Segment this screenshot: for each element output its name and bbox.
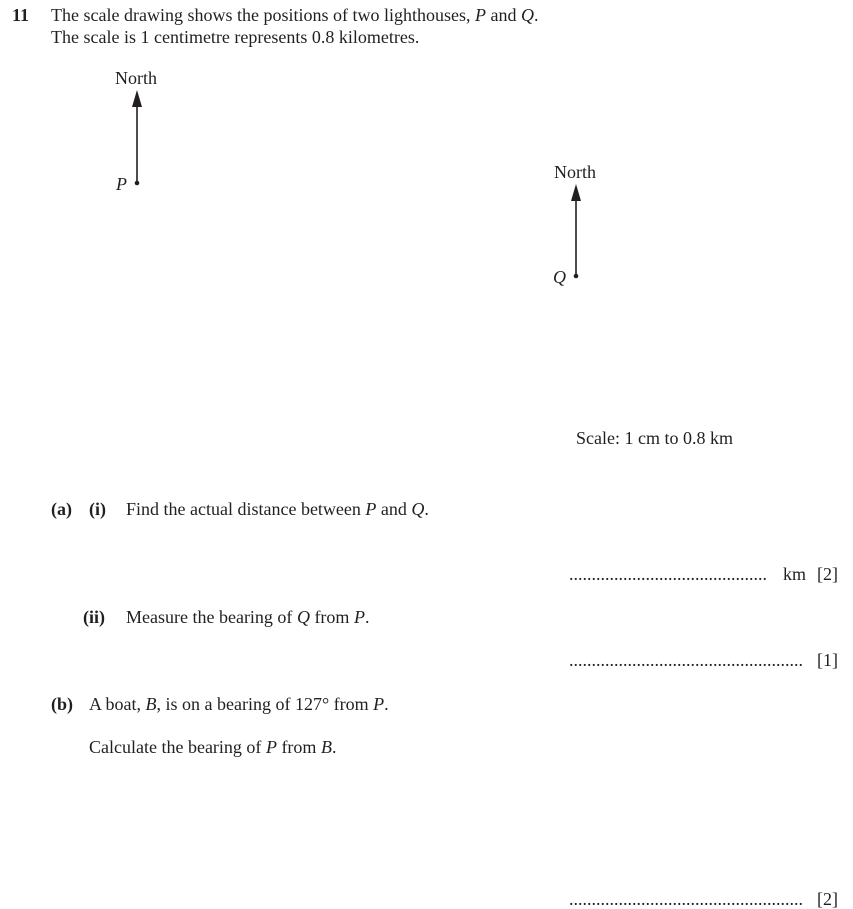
north-label-p: North [115,68,157,88]
a-ii-text-pre: Measure the bearing of [126,607,297,627]
a-i-and: and [376,499,412,519]
a-ii-point-p: P [353,607,365,627]
b-text1-boat: B [145,694,157,714]
point-label-p: P [116,174,127,194]
marks-a-ii: [1] [817,650,838,670]
b-text1-mid: , is on a bearing of 127° from [156,694,374,714]
question-intro-line2: The scale is 1 centimetre represents 0.8 kilometres. [51,27,420,47]
intro-and: and [485,5,521,25]
marks-a-i: [2] [817,564,838,584]
part-a-i-question [126,500,429,518]
point-label-q: Q [553,267,566,287]
b-text2-pre: Calculate the bearing of [89,737,266,757]
scale-label: Scale: 1 cm to 0.8 km [576,428,733,448]
a-ii-point-q: Q [296,607,310,627]
intro-point-q: Q [520,5,534,25]
question-number: 11 [12,5,30,25]
intro-text-post: . [533,5,539,25]
b-text1-pre: A boat, [89,694,146,714]
answer-line-a-i[interactable]: ............................................ [569,564,767,584]
part-b-line1 [89,695,389,713]
b-text2-from: from [276,737,321,757]
b-text2-point-p: P [265,737,277,757]
b-text1-point-p: P [373,694,385,714]
marks-b: [2] [817,889,838,909]
b-text1-post: . [384,694,389,714]
b-text2-post: . [331,737,337,757]
part-b-line2 [89,738,336,756]
answer-line-b[interactable]: .................................................... [569,889,803,909]
north-label-q: North [554,162,596,182]
b-text2-boat: B [320,737,332,757]
answer-line-a-ii[interactable]: .................................................... [569,650,803,670]
a-i-point-p: P [365,499,377,519]
question-intro-line1 [51,6,538,24]
part-b-label: (b) [51,694,73,714]
a-i-text-post: . [424,499,429,519]
a-i-point-q: Q [411,499,425,519]
a-ii-from: from [309,607,354,627]
part-a-ii-label: (ii) [83,607,105,627]
point-p-dot [135,181,140,186]
a-i-text-pre: Find the actual distance between [126,499,366,519]
point-q-dot [574,274,579,279]
part-a-label: (a) [51,499,72,519]
a-ii-text-post: . [364,607,370,627]
part-a-ii-question [126,608,369,626]
intro-point-p: P [474,5,486,25]
north-arrowhead-q [571,184,581,201]
unit-km: km [783,564,807,584]
part-a-i-label: (i) [89,499,106,519]
north-arrowhead-p [132,90,142,107]
intro-text-pre: The scale drawing shows the positions of two lighthouses, [51,5,475,25]
